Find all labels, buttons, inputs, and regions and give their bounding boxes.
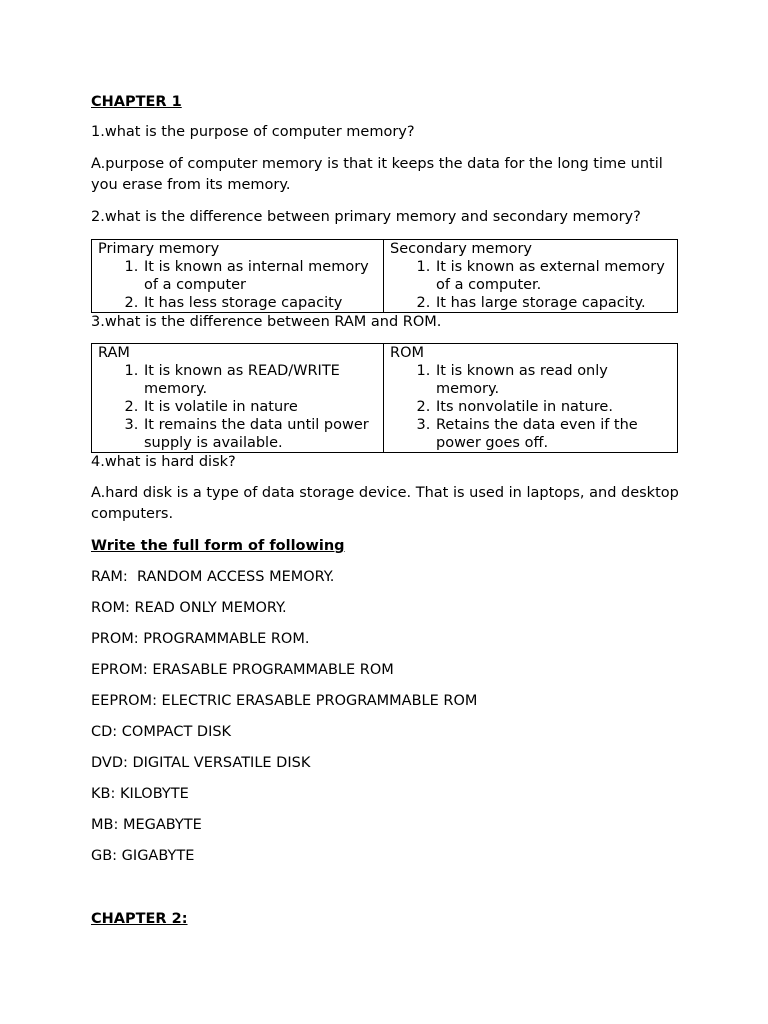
secondary-memory-cell (384, 240, 678, 313)
list-item: 2. It is volatile in nature (143, 398, 379, 416)
full-forms-heading: Write the full form of following (91, 538, 345, 554)
list-item: 2. It has large storage capacity. (435, 294, 673, 312)
question-3: 3.what is the difference between RAM and ROM. (91, 314, 442, 330)
rom-cell (384, 344, 678, 453)
answer-1: A.purpose of computer memory is that it keeps the data for the long time until you erase from its memory. (91, 156, 663, 193)
rom-list (390, 362, 673, 452)
full-form-item: ROM: READ ONLY MEMORY. (91, 600, 287, 616)
document-page (91, 92, 679, 939)
list-item: 2. Its nonvolatile in nature. (435, 398, 673, 416)
primary-memory-cell (92, 240, 384, 313)
question-4: 4.what is hard disk? (91, 454, 236, 470)
full-form-item: KB: KILOBYTE (91, 786, 189, 802)
ram-header: RAM (98, 345, 130, 361)
list-item: 3. It remains the data until power supply is available. (143, 416, 379, 452)
chapter-2-heading: CHAPTER 2: (91, 911, 188, 927)
list-item: 1. It is known as internal memory of a computer (143, 258, 379, 294)
full-form-item: EEPROM: ELECTRIC ERASABLE PROGRAMMABLE ROM (91, 693, 478, 709)
full-form-item: MB: MEGABYTE (91, 817, 202, 833)
list-item: 1. It is known as external memory of a computer. (435, 258, 673, 294)
full-forms-list (91, 567, 679, 867)
list-item: 1. It is known as READ/WRITE memory. (143, 362, 379, 398)
full-form-item: GB: GIGABYTE (91, 848, 195, 864)
primary-memory-list (98, 258, 379, 312)
rom-header: ROM (390, 345, 424, 361)
list-item: 2. It has less storage capacity (143, 294, 379, 312)
primary-vs-secondary-table (91, 239, 678, 313)
list-item: 1. It is known as read only memory. (435, 362, 673, 398)
secondary-memory-header: Secondary memory (390, 241, 532, 257)
chapter-1-heading: CHAPTER 1 (91, 94, 182, 110)
ram-list (98, 362, 379, 452)
ram-vs-rom-table (91, 343, 678, 453)
question-2: 2.what is the difference between primary memory and secondary memory? (91, 209, 641, 225)
full-form-item: PROM: PROGRAMMABLE ROM. (91, 631, 310, 647)
full-form-item: DVD: DIGITAL VERSATILE DISK (91, 755, 311, 771)
answer-4: A.hard disk is a type of data storage device. That is used in laptops, and desktop computers. (91, 485, 679, 522)
primary-memory-header: Primary memory (98, 241, 220, 257)
full-form-item: CD: COMPACT DISK (91, 724, 232, 740)
question-1: 1.what is the purpose of computer memory? (91, 124, 415, 140)
secondary-memory-list (390, 258, 673, 312)
ram-cell (92, 344, 384, 453)
full-form-item: EPROM: ERASABLE PROGRAMMABLE ROM (91, 662, 394, 678)
full-form-item: RAM: RANDOM ACCESS MEMORY. (91, 569, 335, 585)
list-item: 3. Retains the data even if the power goes off. (435, 416, 673, 452)
